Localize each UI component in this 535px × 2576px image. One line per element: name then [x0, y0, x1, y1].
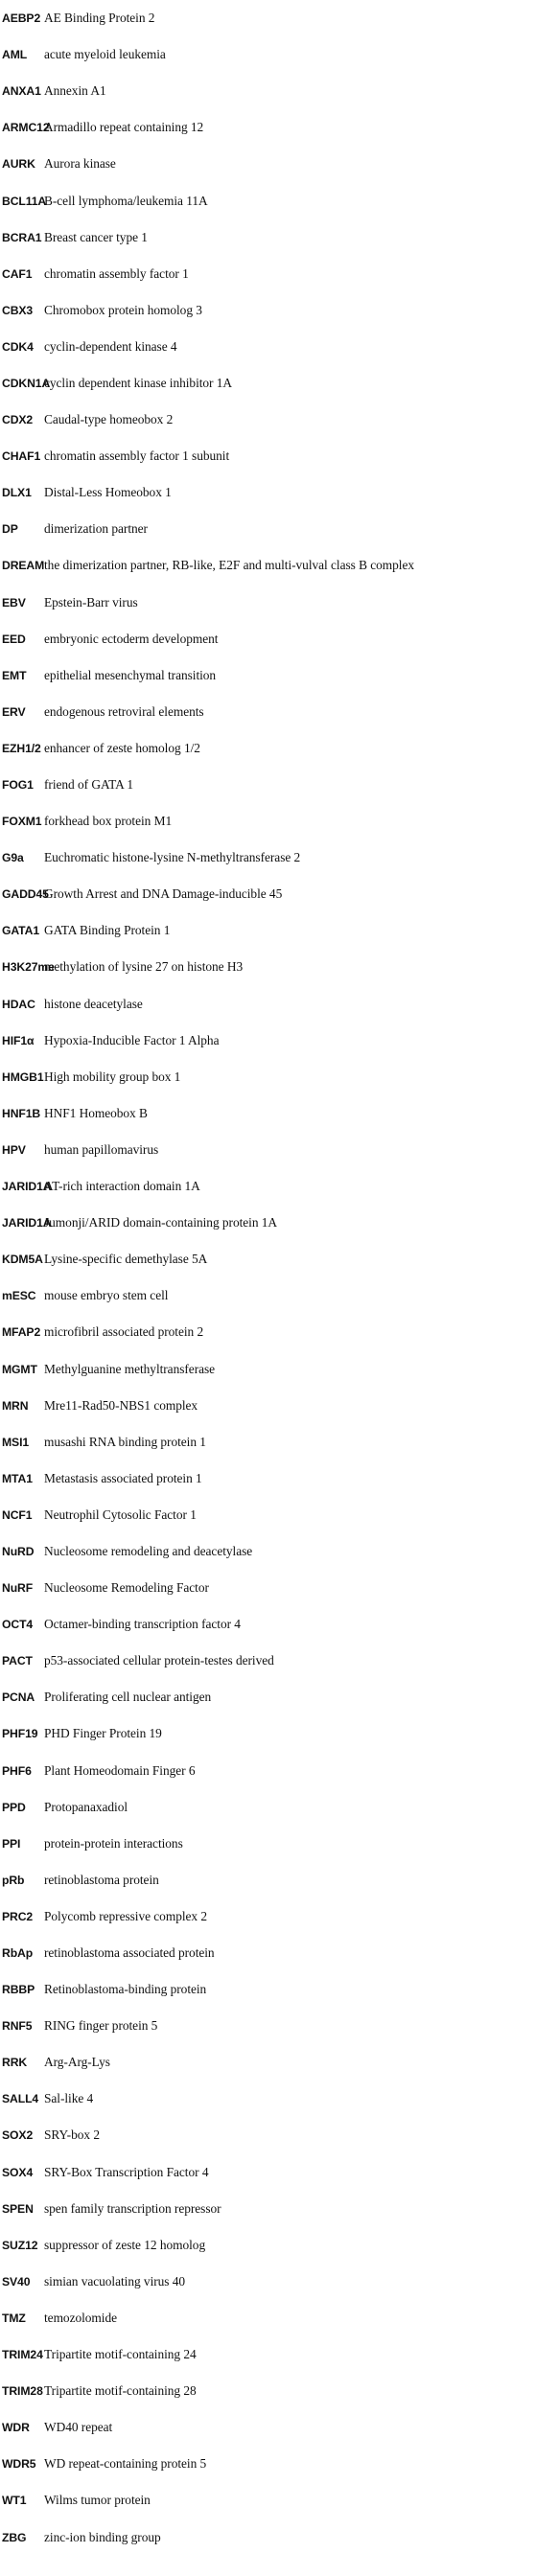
- abbreviation-row: [0, 146, 535, 182]
- abbreviation-row: [0, 438, 535, 474]
- abbreviation-row: [0, 2482, 535, 2518]
- abbreviation-definition: chromatin assembly factor 1: [44, 265, 189, 281]
- abbreviation-definition: Distal-Less Homeobox 1: [44, 485, 172, 500]
- abbreviation-definition: Retinoblastoma-binding protein: [44, 1982, 207, 1997]
- abbreviation-term: TMZ: [2, 2311, 26, 2325]
- abbreviation-term: CDK4: [2, 339, 34, 354]
- abbreviation-row: [0, 1023, 535, 1059]
- abbreviation-definition: Octamer-binding transcription factor 4: [44, 1617, 241, 1632]
- abbreviation-row: [0, 767, 535, 803]
- abbreviation-definition: Annexin A1: [44, 83, 106, 99]
- abbreviation-row: [0, 1606, 535, 1643]
- abbreviation-definition: RING finger protein 5: [44, 2018, 158, 2034]
- abbreviation-row: [0, 2373, 535, 2409]
- abbreviation-term: ERV: [2, 704, 26, 719]
- abbreviation-definition: Protopanaxadiol: [44, 1799, 128, 1814]
- abbreviation-definition: High mobility group box 1: [44, 1069, 181, 1084]
- abbreviation-term: EZH1/2: [2, 741, 41, 755]
- abbreviation-row: [0, 585, 535, 621]
- abbreviation-term: HMGB1: [2, 1070, 44, 1084]
- abbreviation-definition: AT-rich interaction domain 1A: [44, 1179, 200, 1194]
- abbreviation-row: [0, 2044, 535, 2081]
- abbreviation-term: SOX4: [2, 2165, 34, 2179]
- abbreviation-row: [0, 1350, 535, 1387]
- abbreviation-row: [0, 2446, 535, 2482]
- abbreviation-definition: endogenous retroviral elements: [44, 703, 204, 719]
- abbreviation-row: [0, 986, 535, 1023]
- abbreviation-row: [0, 1753, 535, 1789]
- abbreviation-row: [0, 2117, 535, 2153]
- abbreviation-row: [0, 1241, 535, 1277]
- abbreviation-definition: Wilms tumor protein: [44, 2493, 151, 2508]
- abbreviation-definition: Hypoxia-Inducible Factor 1 Alpha: [44, 1032, 220, 1047]
- abbreviation-definition: HNF1 Homeobox B: [44, 1105, 148, 1120]
- abbreviation-row: [0, 2154, 535, 2191]
- abbreviation-row: [0, 474, 535, 511]
- abbreviation-term: PPI: [2, 1836, 21, 1851]
- abbreviation-definition: temozolomide: [44, 2310, 118, 2325]
- abbreviation-row: [0, 1460, 535, 1497]
- abbreviation-definition: Lysine-specific demethylase 5A: [44, 1252, 208, 1267]
- abbreviation-term: JARID1A: [2, 1180, 52, 1194]
- abbreviation-row: [0, 329, 535, 365]
- abbreviation-row: [0, 1898, 535, 1935]
- abbreviation-term: AEBP2: [2, 12, 41, 26]
- abbreviation-term: MSI1: [2, 1435, 30, 1449]
- abbreviation-row: [0, 1314, 535, 1350]
- abbreviation-term: TRIM24: [2, 2348, 43, 2362]
- abbreviation-row: [0, 365, 535, 402]
- abbreviation-definition: microfibril associated protein 2: [44, 1324, 204, 1340]
- abbreviation-row: [0, 876, 535, 912]
- abbreviation-definition: Methylguanine methyltransferase: [44, 1361, 216, 1376]
- abbreviation-term: PACT: [2, 1654, 33, 1668]
- abbreviation-row: [0, 1971, 535, 2008]
- abbreviation-definition: WD repeat-containing protein 5: [44, 2456, 207, 2472]
- abbreviation-row: [0, 36, 535, 73]
- abbreviation-definition: Caudal-type homeobox 2: [44, 412, 174, 427]
- abbreviation-row: [0, 1570, 535, 1606]
- abbreviation-term: RBBP: [2, 1983, 35, 1997]
- abbreviation-row: [0, 803, 535, 840]
- abbreviation-row: [0, 621, 535, 657]
- abbreviation-definition: AE Binding Protein 2: [44, 11, 155, 26]
- abbreviation-row: [0, 912, 535, 949]
- abbreviation-term: HNF1B: [2, 1106, 41, 1120]
- abbreviation-term: PCNA: [2, 1690, 35, 1705]
- abbreviation-term: PHF19: [2, 1727, 38, 1741]
- abbreviation-definition: cyclin-dependent kinase 4: [44, 338, 177, 354]
- abbreviation-term: EMT: [2, 668, 27, 682]
- abbreviation-term: OCT4: [2, 1618, 34, 1632]
- abbreviation-definition: human papillomavirus: [44, 1141, 159, 1157]
- abbreviation-row: [0, 1862, 535, 1898]
- abbreviation-definition: Metastasis associated protein 1: [44, 1470, 202, 1485]
- abbreviation-term: CHAF1: [2, 449, 41, 464]
- abbreviation-definition: Sal-like 4: [44, 2091, 94, 2106]
- abbreviation-definition: dimerization partner: [44, 521, 148, 537]
- abbreviation-definition: mouse embryo stem cell: [44, 1288, 169, 1303]
- abbreviation-definition: forkhead box protein M1: [44, 814, 173, 829]
- abbreviation-definition: retinoblastoma associated protein: [44, 1945, 215, 1961]
- abbreviation-term: EED: [2, 632, 26, 646]
- abbreviation-definition: PHD Finger Protein 19: [44, 1726, 162, 1741]
- abbreviation-term: EBV: [2, 595, 26, 610]
- abbreviation-definition: SRY-box 2: [44, 2128, 100, 2143]
- abbreviation-definition: the dimerization partner, RB-like, E2F and multi-vulval class B complex: [44, 558, 415, 573]
- abbreviation-definition: Euchromatic histone-lysine N-methyltransferase 2: [44, 850, 301, 865]
- abbreviation-term: NuRF: [2, 1581, 34, 1596]
- abbreviation-definition: Armadillo repeat containing 12: [44, 120, 204, 135]
- abbreviation-term: SV40: [2, 2274, 31, 2288]
- abbreviation-definition: WD40 repeat: [44, 2420, 113, 2435]
- abbreviation-term: DREAM: [2, 559, 45, 573]
- abbreviation-term: G9a: [2, 851, 24, 865]
- abbreviation-term: PPD: [2, 1800, 26, 1814]
- abbreviation-row: [0, 292, 535, 329]
- abbreviation-term: RbAp: [2, 1946, 34, 1961]
- abbreviation-term: CAF1: [2, 266, 33, 281]
- abbreviation-term: SPEN: [2, 2201, 34, 2216]
- abbreviation-row: [0, 1789, 535, 1826]
- abbreviation-row: [0, 1095, 535, 1132]
- abbreviation-term: FOG1: [2, 778, 34, 793]
- abbreviation-definition: epithelial mesenchymal transition: [44, 667, 217, 682]
- abbreviation-term: GATA1: [2, 924, 39, 938]
- abbreviation-row: [0, 1277, 535, 1314]
- abbreviation-term: MGMT: [2, 1362, 37, 1376]
- abbreviation-definition: friend of GATA 1: [44, 777, 133, 793]
- abbreviation-definition: chromatin assembly factor 1 subunit: [44, 448, 230, 464]
- abbreviation-term: RNF5: [2, 2019, 33, 2034]
- abbreviation-term: CDKN1A: [2, 376, 51, 390]
- abbreviation-row: [0, 2227, 535, 2264]
- abbreviation-row: [0, 2409, 535, 2446]
- abbreviation-row: [0, 1935, 535, 1971]
- abbreviation-term: NCF1: [2, 1507, 33, 1522]
- abbreviation-term: H3K27me: [2, 960, 55, 975]
- abbreviation-row: [0, 73, 535, 109]
- abbreviation-term: DP: [2, 522, 18, 537]
- abbreviation-row: [0, 256, 535, 292]
- abbreviation-row: [0, 109, 535, 146]
- abbreviation-term: HPV: [2, 1142, 26, 1157]
- abbreviation-definition: SRY-Box Transcription Factor 4: [44, 2164, 209, 2179]
- abbreviation-definition: Breast cancer type 1: [44, 229, 148, 244]
- abbreviation-term: JARID1A: [2, 1216, 52, 1230]
- abbreviation-term: CBX3: [2, 303, 34, 317]
- abbreviation-definition: Mre11-Rad50-NBS1 complex: [44, 1397, 198, 1413]
- abbreviation-term: TRIM28: [2, 2384, 43, 2399]
- abbreviation-definition: B-cell lymphoma/leukemia 11A: [44, 193, 208, 208]
- abbreviation-row: [0, 2518, 535, 2555]
- abbreviation-definition: zinc-ion binding group: [44, 2529, 161, 2544]
- abbreviation-term: WT1: [2, 2494, 27, 2508]
- abbreviation-definition: musashi RNA binding protein 1: [44, 1434, 206, 1449]
- abbreviation-definition: suppressor of zeste 12 homolog: [44, 2237, 206, 2252]
- abbreviation-definition: Nucleosome remodeling and deacetylase: [44, 1543, 253, 1558]
- abbreviation-term: HIF1α: [2, 1033, 35, 1047]
- abbreviation-row: [0, 2336, 535, 2373]
- abbreviation-definition: acute myeloid leukemia: [44, 47, 166, 62]
- abbreviation-row: [0, 1059, 535, 1095]
- abbreviation-term: ZBG: [2, 2530, 27, 2544]
- abbreviation-term: WDR5: [2, 2457, 36, 2472]
- abbreviation-row: [0, 1826, 535, 1862]
- abbreviation-row: [0, 511, 535, 547]
- abbreviation-row: [0, 402, 535, 438]
- abbreviation-definition: Nucleosome Remodeling Factor: [44, 1580, 209, 1596]
- abbreviation-term: AML: [2, 48, 28, 62]
- abbreviation-row: [0, 547, 535, 584]
- abbreviation-term: HDAC: [2, 997, 35, 1011]
- abbreviation-row: [0, 694, 535, 730]
- abbreviation-definition: retinoblastoma protein: [44, 1872, 159, 1887]
- abbreviation-row: [0, 0, 535, 36]
- abbreviation-definition: protein-protein interactions: [44, 1835, 183, 1851]
- abbreviation-row: [0, 1424, 535, 1460]
- abbreviation-row: [0, 1715, 535, 1752]
- abbreviation-definition: simian vacuolating virus 40: [44, 2273, 186, 2288]
- abbreviation-definition: Arg-Arg-Lys: [44, 2055, 110, 2070]
- abbreviation-definition: Epstein-Barr virus: [44, 594, 138, 610]
- abbreviation-definition: Neutrophil Cytosolic Factor 1: [44, 1506, 197, 1522]
- abbreviation-row: [0, 219, 535, 256]
- abbreviation-definition: Plant Homeodomain Finger 6: [44, 1762, 196, 1778]
- abbreviation-definition: Tripartite motif-containing 24: [44, 2347, 197, 2362]
- abbreviation-term: FOXM1: [2, 815, 42, 829]
- abbreviation-term: DLX1: [2, 486, 32, 500]
- abbreviation-row: [0, 840, 535, 876]
- abbreviation-term: SOX2: [2, 2128, 34, 2143]
- abbreviation-term: BCRA1: [2, 230, 42, 244]
- abbreviation-definition: Aurora kinase: [44, 156, 116, 172]
- abbreviation-definition: cyclin dependent kinase inhibitor 1A: [44, 375, 233, 390]
- abbreviation-term: SUZ12: [2, 2238, 38, 2252]
- abbreviation-term: MFAP2: [2, 1325, 41, 1340]
- abbreviation-definition: Proliferating cell nuclear antigen: [44, 1690, 212, 1705]
- abbreviation-row: [0, 1132, 535, 1168]
- abbreviation-term: BCL11A: [2, 194, 47, 208]
- abbreviation-term: WDR: [2, 2421, 30, 2435]
- abbreviation-row: [0, 1205, 535, 1241]
- abbreviation-term: CDX2: [2, 413, 34, 427]
- abbreviation-row: [0, 2300, 535, 2336]
- abbreviation-definition: methylation of lysine 27 on histone H3: [44, 959, 244, 975]
- abbreviation-term: MRN: [2, 1398, 29, 1413]
- abbreviation-row: [0, 1533, 535, 1570]
- abbreviation-definition: enhancer of zeste homolog 1/2: [44, 740, 200, 755]
- abbreviation-term: GADD45: [2, 887, 49, 902]
- abbreviation-definition: Polycomb repressive complex 2: [44, 1908, 207, 1923]
- abbreviation-row: [0, 1643, 535, 1679]
- abbreviation-row: [0, 657, 535, 694]
- abbreviation-row: [0, 1679, 535, 1715]
- abbreviation-term: PRC2: [2, 1909, 34, 1923]
- abbreviation-term: mESC: [2, 1289, 36, 1303]
- abbreviation-row: [0, 730, 535, 767]
- abbreviation-row: [0, 2191, 535, 2227]
- abbreviation-definition: spen family transcription repressor: [44, 2200, 221, 2216]
- abbreviation-row: [0, 2008, 535, 2044]
- abbreviation-term: ANXA1: [2, 84, 41, 99]
- abbreviation-definition: p53-associated cellular protein-testes derived: [44, 1653, 274, 1668]
- abbreviation-term: ARMC12: [2, 121, 50, 135]
- abbreviation-term: MTA1: [2, 1471, 33, 1485]
- abbreviation-term: PHF6: [2, 1763, 32, 1778]
- abbreviation-term: SALL4: [2, 2092, 39, 2106]
- abbreviation-row: [0, 2264, 535, 2300]
- abbreviation-row: [0, 1388, 535, 1424]
- abbreviation-row: [0, 1168, 535, 1205]
- abbreviation-definition: histone deacetylase: [44, 996, 143, 1011]
- abbreviation-definition: Chromobox protein homolog 3: [44, 302, 202, 317]
- abbreviation-definition: Tripartite motif-containing 28: [44, 2383, 197, 2399]
- abbreviation-term: RRK: [2, 2056, 28, 2070]
- abbreviation-definition: Jumonji/ARID domain-containing protein 1A: [44, 1215, 278, 1230]
- abbreviation-row: [0, 2081, 535, 2117]
- abbreviation-term: KDM5A: [2, 1253, 43, 1267]
- abbreviation-term: NuRD: [2, 1544, 35, 1558]
- abbreviation-row: [0, 1497, 535, 1533]
- abbreviation-definition: Growth Arrest and DNA Damage-inducible 45: [44, 886, 283, 902]
- abbreviation-term: AURK: [2, 157, 35, 172]
- abbreviation-definition: embryonic ectoderm development: [44, 631, 219, 646]
- abbreviation-definition: GATA Binding Protein 1: [44, 923, 171, 938]
- abbreviation-row: [0, 182, 535, 218]
- abbreviation-row: [0, 949, 535, 985]
- abbreviation-term: pRb: [2, 1873, 25, 1887]
